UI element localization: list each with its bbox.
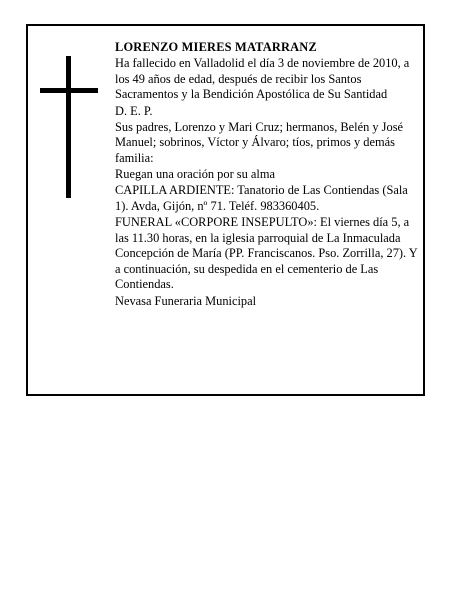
funeral-home: Nevasa Funeraria Municipal: [115, 293, 257, 308]
cross-icon: [40, 56, 98, 198]
family-list: Sus padres, Lorenzo y Mari Cruz; hermanos, Belén y José Manuel; sobrinos, Víctor y Álvaro; tíos, primos y demás familia:: [115, 119, 404, 165]
dep-line: D. E. P.: [115, 103, 153, 118]
prayer-request: Ruegan una oración por su alma: [115, 167, 275, 182]
notice-body: [115, 40, 419, 310]
cross-horizontal-bar: [40, 88, 98, 93]
funeral-info: FUNERAL «CORPORE INSEPULTO»: El viernes día 5, a las 11.30 horas, en la iglesia parroquial de La Inmaculada Concepción de María (PP. Franciscanos. Pso. Zorrilla, 27). Y a continuación, su despedida en el cementerio de Las Contiendas.: [115, 215, 418, 292]
cross-vertical-bar: [66, 56, 71, 198]
obituary-notice: [26, 24, 425, 396]
chapel-info: CAPILLA ARDIENTE: Tanatorio de Las Contiendas (Sala 1). Avda, Gijón, nº 71. Teléf. 983360405.: [115, 183, 408, 213]
deceased-name: LORENZO MIERES MATARRANZ: [115, 40, 317, 54]
death-announcement: Ha fallecido en Valladolid el día 3 de noviembre de 2010, a los 49 años de edad, después de recibir los Santos Sacramentos y la Bendición Apostólica de Su Santidad: [115, 56, 410, 102]
